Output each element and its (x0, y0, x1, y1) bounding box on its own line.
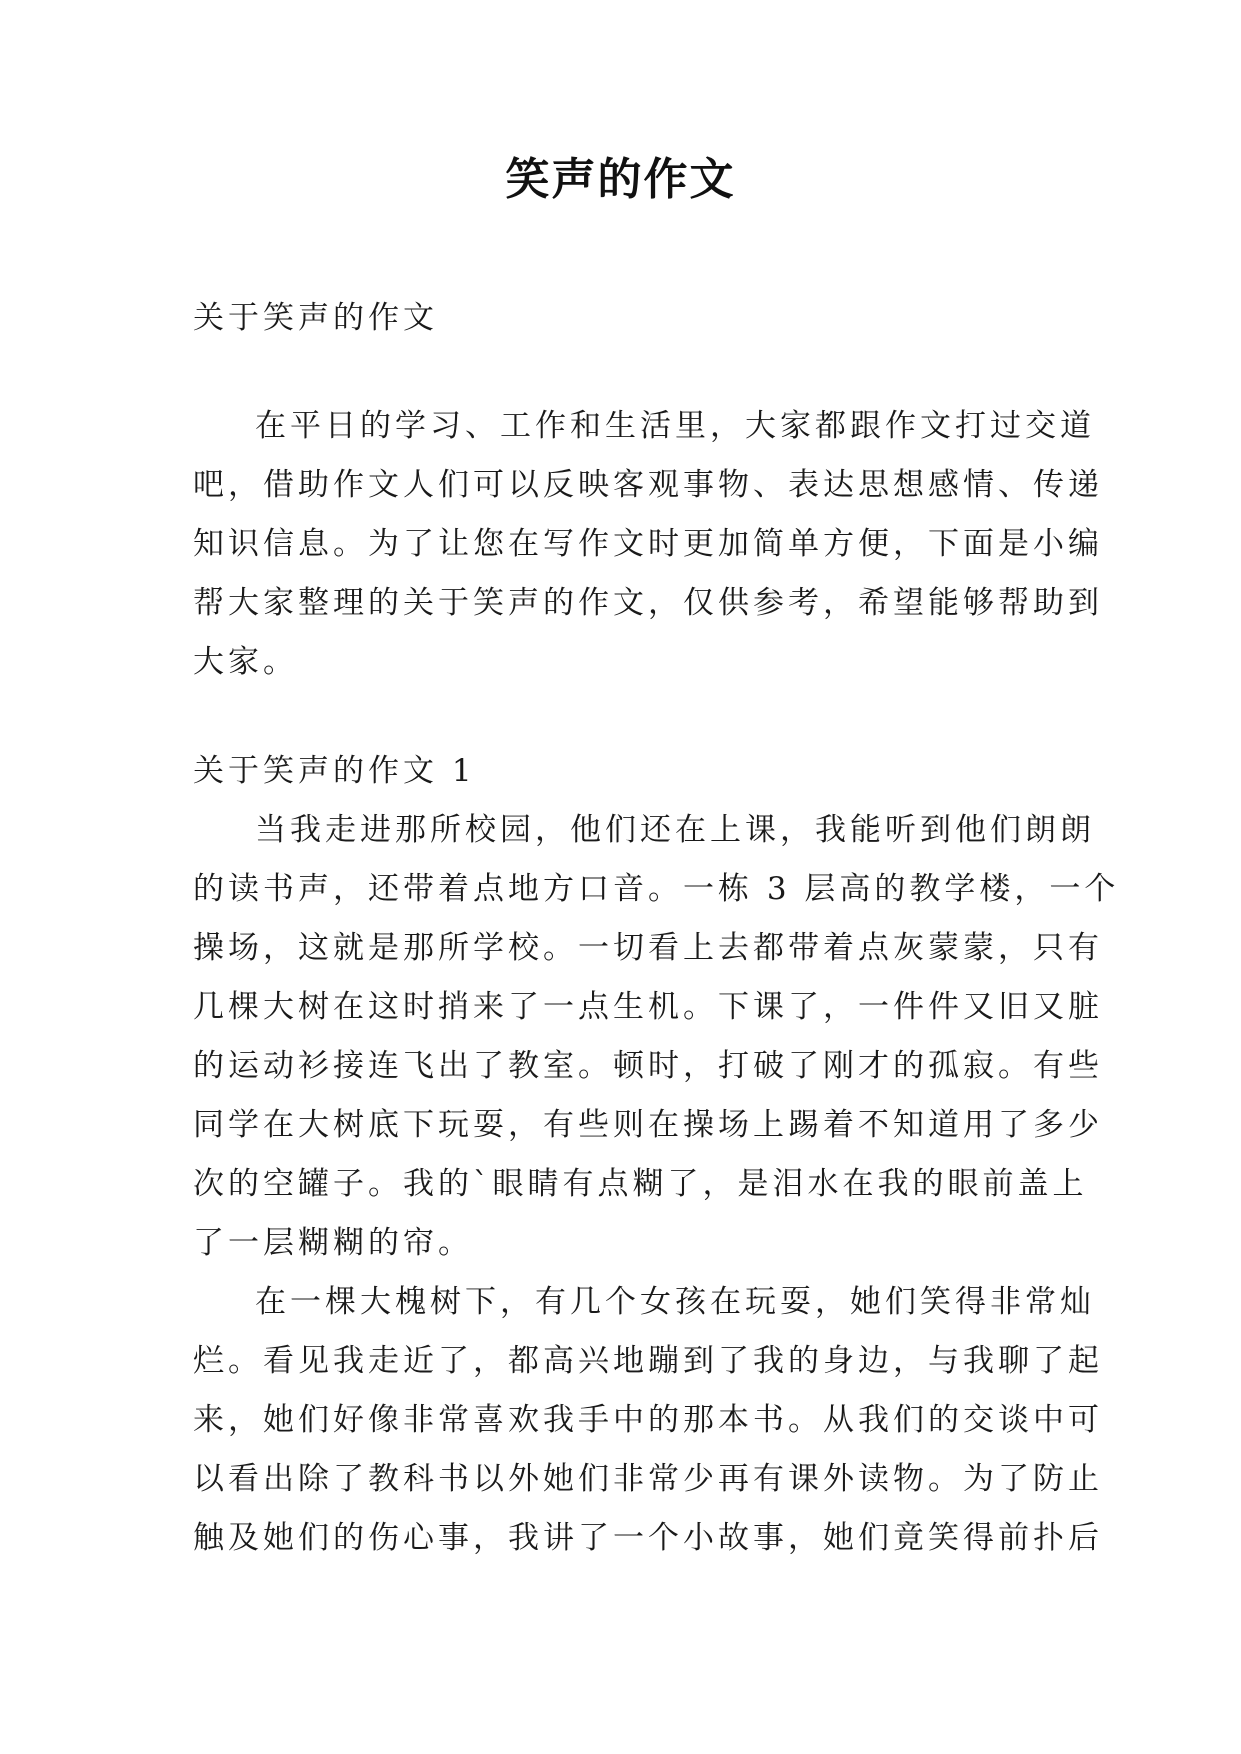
paragraph-line: 的读书声，还带着点地方口音。一栋 3 层高的教学楼，一个 (193, 871, 1120, 907)
document-body (193, 289, 1120, 1568)
paragraph-line: 同学在大树底下玩耍，有些则在操场上踢着不知道用了多少 (193, 1107, 1103, 1143)
paragraph-2 (193, 1273, 1103, 1568)
paragraph-line: 当我走进那所校园，他们还在上课，我能听到他们朗朗 (255, 812, 1095, 848)
paragraph-line: 几棵大树在这时捎来了一点生机。下课了，一件件又旧又脏 (193, 989, 1103, 1025)
paragraph-line: 了一层糊糊的帘。 (193, 1225, 473, 1261)
intro-line: 知识信息。为了让您在写作文时更加简单方便，下面是小编 (193, 526, 1103, 562)
document-subtitle: 关于笑声的作文 (193, 300, 438, 336)
intro-line: 在平日的学习、工作和生活里，大家都跟作文打过交道 (255, 408, 1095, 444)
paragraph-line: 触及她们的伤心事，我讲了一个小故事，她们竟笑得前扑后 (193, 1520, 1103, 1556)
paragraph-line: 操场，这就是那所学校。一切看上去都带着点灰蒙蒙，只有 (193, 930, 1103, 966)
spacer (193, 692, 1053, 742)
paragraph-line: 以看出除了教科书以外她们非常少再有课外读物。为了防止 (193, 1461, 1103, 1497)
intro-line: 大家。 (193, 644, 298, 680)
document-title: 笑声的作文 (505, 154, 736, 205)
paragraph-line: 在一棵大槐树下，有几个女孩在玩耍，她们笑得非常灿 (255, 1284, 1095, 1320)
paragraph-line: 来，她们好像非常喜欢我手中的那本书。从我们的交谈中可 (193, 1402, 1103, 1438)
paragraph-line: 次的空罐子。我的`眼睛有点糊了，是泪水在我的眼前盖上 (193, 1166, 1088, 1202)
paragraph-line: 的运动衫接连飞出了教室。顿时，打破了刚才的孤寂。有些 (193, 1048, 1103, 1084)
intro-paragraph (193, 397, 1103, 692)
paragraph-1 (193, 801, 1120, 1273)
section-heading: 关于笑声的作文 1 (193, 753, 476, 789)
intro-line: 吧，借助作文人们可以反映客观事物、表达思想感情、传递 (193, 467, 1103, 503)
intro-line: 帮大家整理的关于笑声的作文，仅供参考，希望能够帮助到 (193, 585, 1103, 621)
paragraph-line: 烂。看见我走近了，都高兴地蹦到了我的身边，与我聊了起 (193, 1343, 1103, 1379)
spacer (193, 348, 1053, 397)
